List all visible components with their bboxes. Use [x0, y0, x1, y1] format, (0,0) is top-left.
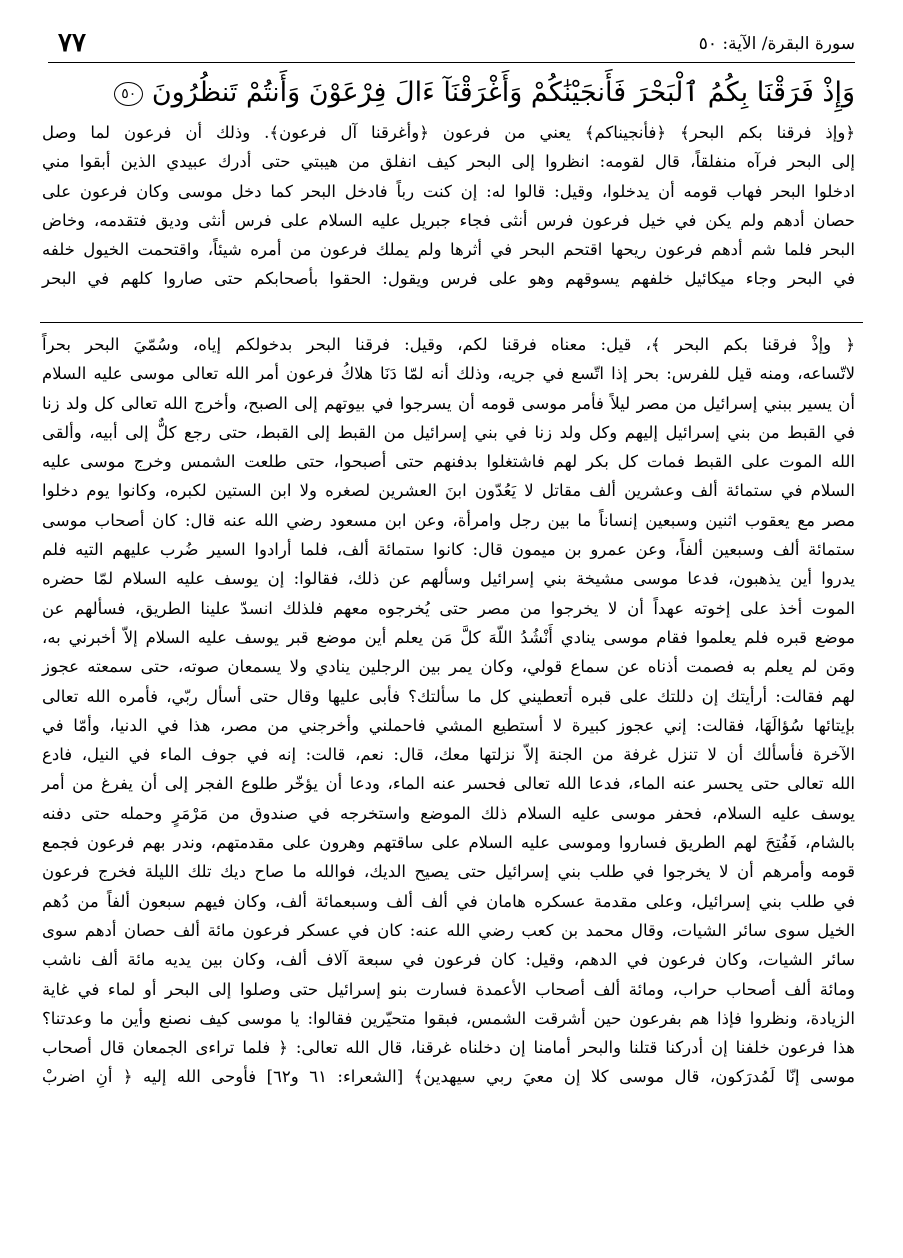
commentary-line: ادخلوا البحر فهاب قومه أن يدخلوا، وقيل: قالوا له: إن كنت رباً فادخل البحر كما دخل موسى وكان فرعون على [42, 181, 855, 201]
commentary-line: ﴿وإذ فرقنا بكم البحر﴾ ﴿فأنجيناكم﴾ يعني من فرعون ﴿وأغرقنا آل فرعون﴾. وذلك أن فرعون لما وصل [42, 123, 855, 142]
commentary-line: الزيادة، ونظروا فإذا هم بفرعون حين أشرقت الشمس، فبقوا متحيّرين فقالوا: يا موسى كيف نصنع وأين ما وعدتنا؟ [42, 1008, 855, 1028]
commentary-line: قومه وأمرهم أن لا يخرجوا في طلب بني إسرائيل حتى يصيح الديك، فوالله ما صاح ديك تلك الليلة فخرج فرعون [42, 862, 855, 882]
commentary-line: أن يسير ببني إسرائيل من مصر ليلاً فأمر موسى قومه أن يسرجوا في بيوتهم إلى الصبح، وأخرج الله تعالى كل ولد زنا [42, 393, 855, 413]
bottom-commentary [42, 330, 855, 1092]
commentary-line: مصر مع يعقوب اثنين وسبعين إنساناً ما بين رجل وامرأة، وعن ابن مسعود رضي الله عنه قال: كان أصحاب موسى [42, 510, 855, 530]
commentary-line: في البحر وجاء ميكائيل خلفهم يسوقهم وهو على فرس ويقول: الحقوا بأصحابكم حتى صاروا كلهم في البحر [42, 269, 855, 289]
commentary-line: السلام في ستمائة ألف وعشرين ألف مقاتل لا يَعُدّون ابنَ العشرين لصغره ولا ابن الستين لكبره، وكانوا يوم دخلوا [42, 481, 855, 501]
quran-verse [121, 68, 855, 118]
commentary-line: في طلب بني إسرائيل، وعلى مقدمة عسكره هامان في ألف ألف وسبعمائة ألف، وكان فيهم سبعون ألفاً من دُهم [42, 891, 855, 911]
page-header [48, 28, 855, 63]
commentary-line: البحر فلما شم أدهم فرعون ريحها اقتحم البحر في أثرها ولم يملك فرعون من أمره شيئاً، واقتحمت الخيول خلفه [42, 240, 855, 260]
page-number: ٧٧ [58, 28, 86, 58]
commentary-line: موضع قبره فلم يعلموا فقام موسى ينادي أَنْشُدُ اللّهَ كلَّ مَن يعلم أين موضع قبر يوسف عليه السلام إلاّ أخبرني به، [42, 627, 855, 647]
section-divider [40, 322, 863, 323]
commentary-line: ﴿ وإذْ فرقنا بكم البحر ﴾، قيل: معناه فرقنا لكم، وقيل: فرقنا البحر بدخولكم إياه، وسُمّيَ البحر بحراً [42, 335, 855, 354]
top-commentary [42, 118, 855, 294]
commentary-line: الموت أخذ على إخوته عهداً أن لا يخرجوا من مصر حتى يُخرجوه معهم فلذلك انسدّ علينا الطريق، فسألهم عن [42, 598, 855, 618]
commentary-line: حصان أدهم ولم يكن في خيل فرعون فرس أنثى فجاء جبريل عليه السلام على فرس أنثى وديق فتقدمه، وخاض [42, 210, 855, 230]
commentary-line: في القبط من بني إسرائيل إليهم وكل ولد زنا في بني إسرائيل من القبط إلى القبط، حتى رجع كلٌّ إلى أبيه، وألقى [42, 422, 855, 442]
commentary-line: يدروا أين يذهبون، فدعا موسى مشيخة بني إسرائيل وسألهم عن ذلك، فقالوا: إن يوسف عليه السلام لمّا حضره [42, 569, 855, 589]
verse-number-marker: ٥٠ [114, 82, 143, 106]
commentary-line: ومائة ألف أصحاب حراب، ومائة ألف أصحاب الأعمدة فسارت بنو إسرائيل حتى وصلوا إلى البحر أو لماء في غاية [42, 979, 855, 999]
commentary-line: لاتّساعه، ومنه قيل للفرس: بحر إذا اتّسع في جريه، وذلك أنه لمّا دَنَا هلاكُ فرعون أمر الله تعالى موسى عليه السلام [42, 364, 855, 384]
commentary-line: الله الموت على القبط فمات كل بكر لهم فاشتغلوا بدفنهم حتى أصبحوا، حتى طلعت الشمس وخرج موسى عليه [42, 452, 855, 472]
commentary-line: بالشام، فَفُتِحَ لهم الطريق فساروا وموسى عليه السلام على ساقتهم وهرون على مقدمتهم، وندر بهم فرعون فجمع [42, 833, 855, 853]
commentary-line: بإيتائها سُؤالَهَا، فقالت: إني عجوز كبيرة لا أستطيع المشي فاحملني وأخرجني من مصر، هذا في الدنيا، وأمّا في [42, 715, 855, 735]
commentary-line: موسى إنّا لَمُدرَكون، قال موسى كلا إن معيَ ربي سيهدين﴾ [الشعراء: ٦١ و٦٢] فأوحى الله إليه ﴿ أنِ اضربْ [42, 1067, 855, 1087]
surah-verse-label: سورة البقرة/ الآية: ٥٠ [698, 34, 855, 54]
commentary-line: الآخرة فأسألك أن لا تنزل غرفة من الجنة إلاّ نزلتها معك، قال: نعم، قالت: إنه في جوف الماء في النيل، فادع [42, 745, 855, 765]
commentary-line: ومَن لم يعلم به فصمت أذناه عن سماع قولي، وكان يمر بين الرجلين ينادي ولا يسمعان صوته، حتى سمعته عجوز [42, 657, 855, 677]
commentary-line: يوسف عليه السلام، فحفر موسى عليه السلام ذلك الموضع واستخرجه في صندوق من مَرْمَرٍ وحمله حتى دفنه [42, 803, 855, 823]
commentary-line: الله تعالى حتى يحسر عنه الماء، فدعا الله تعالى فحسر عنه الماء، ودعا أن يؤخّر طلوع الفجر إلى أن يفرغ من أمر [42, 774, 855, 794]
commentary-line: سائر الشيات، وكان فرعون في الدهم، وقيل: كان فرعون في سبعة آلاف ألف، وكان بين يديه مائة ألف ناشب [42, 950, 855, 970]
commentary-line: ستمائة ألف وسبعين ألفاً، وعن عمرو بن ميمون قال: كانوا ستمائة ألف، فلما أرادوا السير ضُرب عليهم التيه فلم [42, 540, 855, 560]
commentary-line: هذا فرعون خلفنا إن أدركنا قتلنا والبحر أمامنا إن دخلناه غرقنا، قال الله تعالى: ﴿ فلما تراءى الجمعان قال أصحاب [42, 1038, 855, 1058]
commentary-line: إلى البحر فرآه منفلقاً، قال لقومه: انظروا إلى البحر كيف انفلق من هيبتي حتى أدرك عبيدي الذين أبقوا مني [42, 152, 855, 172]
verse-text: وَإِذْ فَرَقْنَا بِكُمُ ٱلْبَحْرَ فَأَنجَيْنَٰكُمْ وَأَغْرَقْنَآ ءَالَ فِرْعَوْنَ وَأَنتُمْ تَنظُرُونَ [151, 77, 855, 108]
commentary-line: الخيل سوى سائر الشيات، وقال محمد بن كعب رضي الله عنه: كان في عسكر فرعون مائة ألف حصان أدهم سوى [42, 920, 855, 940]
commentary-line: لهم فقالت: أرأيتك إن دللتك على قبره أتعطيني كل ما سألتك؟ فأبى عليها وقال حتى أسأل ربّي، فأمره الله تعالى [42, 686, 855, 706]
